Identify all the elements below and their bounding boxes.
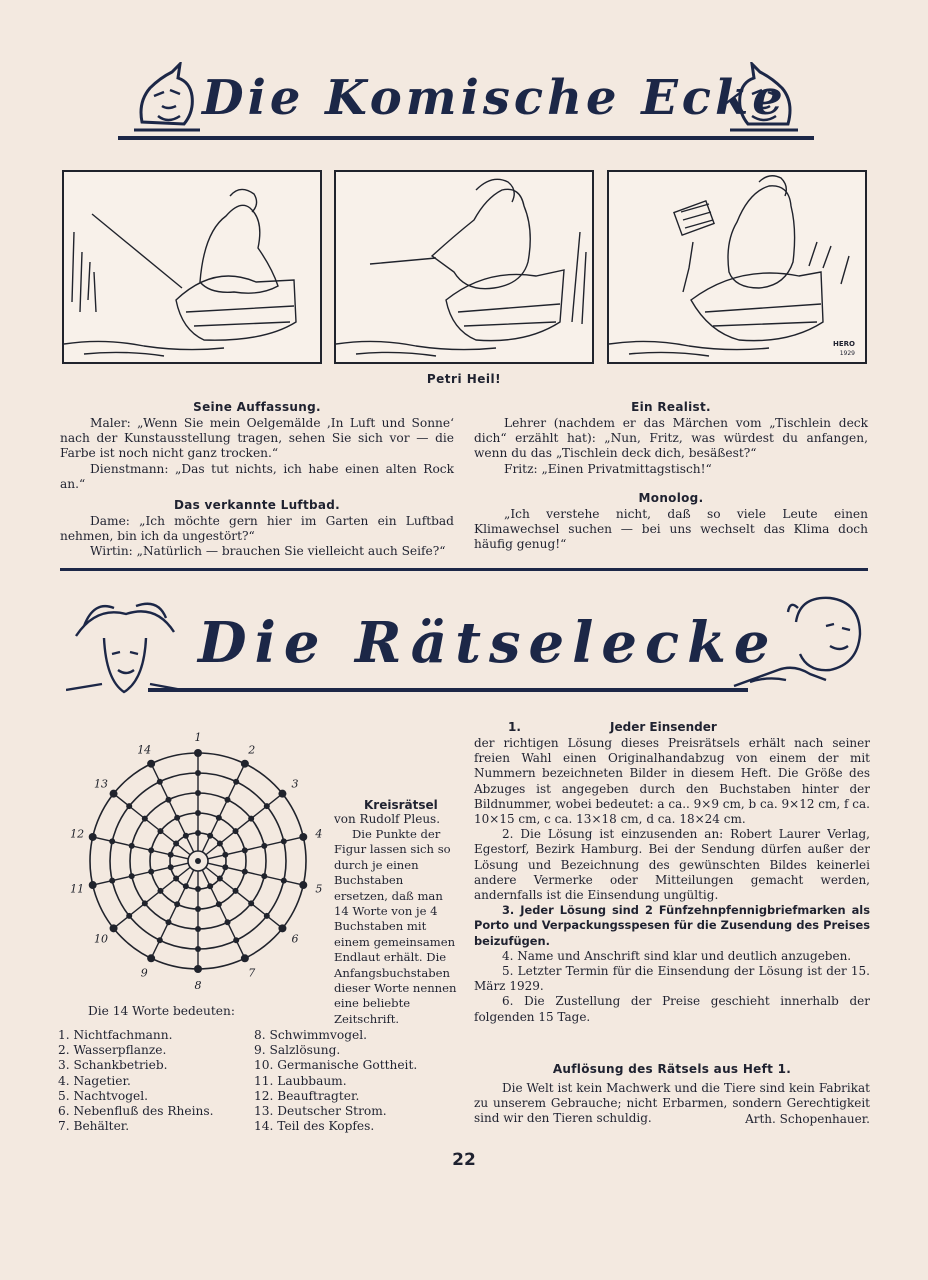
comic-panel-1 [62, 170, 322, 364]
wheel-point [225, 919, 231, 925]
list-item: 2. Wasserpflanze. [58, 1043, 167, 1058]
wheel-point [109, 878, 115, 884]
joke-title: Ein Realist. [631, 400, 711, 414]
wheel-number-label: 2 [248, 743, 256, 757]
joke-line: Dame: „Ich möchte gern hier im Garten ein Luftbad nehmen, bin ich da ungestört?“ [60, 514, 454, 544]
solution-block [474, 1062, 870, 1127]
rule-number: 1. [508, 720, 521, 734]
wheel-point [242, 869, 248, 875]
joke-line: Dienstmann: „Das tut nichts, ich habe einen alten Rock an.“ [60, 461, 454, 491]
list-item: 9. Salzlösung. [254, 1043, 341, 1058]
wheel-number-label: 6 [291, 932, 299, 946]
wheel-point [217, 841, 223, 847]
wheel-point [207, 833, 213, 839]
contest-rules [474, 720, 870, 1025]
wheel-point [168, 852, 174, 858]
joke-line: Lehrer (nachdem er das Märchen vom „Tischlein deck dich“ erzählt hat): „Nun, Fritz, was würdest du anfangen, wenn du das „Tischlein deck dich, besäßest?“ [474, 416, 868, 461]
wheel-number-label: 13 [94, 777, 109, 791]
wheel-point [142, 900, 148, 906]
wheel-number-label: 7 [248, 966, 256, 980]
wheel-point [126, 803, 132, 809]
wheel-point [195, 830, 201, 836]
jokes-left-column [60, 400, 454, 560]
list-item: 13. Deutscher Strom. [254, 1104, 387, 1119]
wheel-point [195, 810, 201, 816]
rule-heading: Jeder Einsender [610, 720, 717, 734]
wheel-point [174, 815, 180, 821]
wheel-center-point [195, 858, 201, 864]
list-item: 8. Schwimmvogel. [254, 1028, 367, 1042]
devil-face-right-icon [728, 62, 800, 136]
words-list-left [58, 1028, 258, 1134]
wheel-point [261, 873, 267, 879]
wheel-point [174, 901, 180, 907]
circle-puzzle-figure [60, 728, 340, 998]
wheel-point [233, 937, 239, 943]
wheel-point [165, 797, 171, 803]
wheel-point [261, 843, 267, 849]
comic-corner-header [118, 58, 814, 144]
artist-signature: HERO [833, 340, 855, 348]
fisherman-drawing-1 [64, 172, 320, 362]
wheel-point [195, 770, 201, 776]
wheel-point [109, 838, 115, 844]
section-divider [60, 568, 868, 571]
wheel-outer-point [110, 924, 118, 932]
wheel-point [207, 883, 213, 889]
joke-title: Seine Auffassung. [193, 400, 321, 414]
puzzle-author: von Rudolf Pleus. [334, 812, 441, 826]
puzzle-corner-title: Die Rätselecke [198, 610, 778, 676]
joke-line: Wirtin: „Natürlich — brauchen Sie vielleicht auch Seife?“ [90, 544, 446, 559]
rule-paragraph-4: 4. Name und Anschrift sind klar und deutlich anzugeben. [502, 948, 852, 963]
artist-signature-year: 1929 [839, 350, 855, 357]
wheel-point [148, 847, 154, 853]
wheel-point [126, 913, 132, 919]
wheel-outer-point [89, 833, 97, 841]
wheel-point [157, 779, 163, 785]
wheel-number-label: 8 [194, 979, 202, 992]
wheel-point [157, 888, 163, 894]
list-item: 3. Schankbetrieb. [58, 1058, 168, 1073]
wheel-point [165, 919, 171, 925]
list-item: 4. Nagetier. [58, 1073, 131, 1088]
wheel-outer-point [110, 790, 118, 798]
comic-panel-2 [334, 170, 594, 364]
puzzle-corner-header [62, 590, 870, 700]
wheel-number-label: 4 [315, 827, 323, 841]
joke-line: Fritz: „Einen Privatmittagstisch!“ [504, 461, 712, 476]
devil-face-left-icon [132, 62, 202, 136]
rule-paragraph-3: 3. Jeder Lösung sind 2 Fünfzehnpfennigbriefmarken als Porto und Verpackungsspesen für die Zusendung des Preises beizufügen. [474, 903, 870, 948]
wheel-point [129, 843, 135, 849]
wheel-outer-point [299, 833, 307, 841]
wheel-point [183, 883, 189, 889]
fisherman-drawing-3 [609, 172, 865, 362]
puzzle-desc: Die Punkte der Figur lassen sich so durch je einen Buchstaben ersetzen, daß man 14 Worte von je 4 Buchstaben mit einem gemeinsamen Endlaut erhält. Die Anfangsbuchstaben dieser Worte nennen eine beliebte Zeitschrift. [334, 827, 457, 1026]
words-list-right [254, 1028, 464, 1134]
wheel-point [264, 803, 270, 809]
joke-line: „Ich verstehe nicht, daß so viele Leute einen Klimawechsel suchen — bei uns wechselt das Klima doch häufig genug!“ [474, 506, 868, 552]
wheel-point [168, 864, 174, 870]
puzzle-description [334, 798, 458, 1027]
wheel-point [281, 838, 287, 844]
header-underline [148, 688, 748, 692]
wild-hair-face-icon [66, 596, 182, 696]
solution-text: Die Welt ist kein Machwerk und die Tiere sind kein Fabrikat zu unserem Gebrauche; nicht Erbarmen, sondern Gerechtigkeit sind wir den Tieren schuldig. [474, 1081, 870, 1126]
joke-title: Das verkannte Luftbad. [173, 498, 341, 513]
wheel-point [216, 815, 222, 821]
wheel-point [148, 869, 154, 875]
wheel-point [225, 797, 231, 803]
wheel-outer-point [194, 965, 202, 973]
joke-line: Maler: „Wenn Sie mein Oelgemälde ‚In Luft und Sonne‘ nach der Kunstausstellung tragen, sehen Sie sich vor — die Farbe ist noch nicht ganz trocken.“ [60, 416, 454, 461]
wheel-point [195, 926, 201, 932]
wheel-number-label: 9 [140, 966, 148, 980]
wheel-point [173, 875, 179, 881]
wheel-point [183, 833, 189, 839]
wheel-point [233, 888, 239, 894]
wheel-point [242, 847, 248, 853]
comic-panel-3 [607, 170, 867, 364]
wheel-outer-point [278, 790, 286, 798]
list-item: 6. Nebenfluß des Rheins. [58, 1104, 214, 1119]
wheel-point [157, 828, 163, 834]
wheel-point [195, 790, 201, 796]
wheel-number-label: 11 [70, 882, 85, 896]
solution-heading: Auflösung des Rätsels aus Heft 1. [552, 1062, 792, 1076]
wheel-number-label: 12 [70, 827, 85, 841]
wheel-number-label: 14 [137, 743, 152, 757]
wheel-point [195, 886, 201, 892]
list-item: 1. Nichtfachmann. [58, 1028, 173, 1042]
wheel-point [195, 946, 201, 952]
list-item: 14. Teil des Kopfes. [254, 1119, 375, 1134]
wheel-point [248, 900, 254, 906]
wheel-outer-point [241, 760, 249, 768]
wheel-point [142, 816, 148, 822]
jokes-right-column [474, 400, 868, 552]
solution-author: Arth. Schopenhauer. [745, 1112, 870, 1126]
list-item: 11. Laubbaum. [254, 1073, 347, 1088]
rule-paragraph-1: der richtigen Lösung dieses Preisrätsels erhält nach seiner freien Wahl einen Originalhandabzug von einem der mit Nummern bezeichneten Bilder in diesem Heft. Die Größe des Abzuges ist angegeben durch den Buchstaben hinter der Bildnummer, wobei bedeutet: a ca.. 9×9 cm, b ca. 9×12 cm, f ca. 10×15 cm, c ca. 13×18 cm, d ca. 18×24 cm. [474, 736, 870, 827]
wheel-point [222, 852, 228, 858]
wheel-point [233, 828, 239, 834]
circle-puzzle-wheel [60, 728, 340, 998]
wheel-outer-point [147, 760, 155, 768]
wheel-outer-point [299, 881, 307, 889]
bald-head-face-icon [730, 590, 870, 694]
wheel-outer-point [147, 954, 155, 962]
wheel-point [157, 937, 163, 943]
joke-title: Monolog. [638, 490, 704, 505]
comic-caption: Petri Heil! [426, 372, 502, 386]
rule-paragraph-2: 2. Die Lösung ist einzusenden an: Robert Laurer Verlag, Egestorf, Bezirk Hamburg. Bei der Sendung dürfen außer der Lösung und Bezeichnung des gewünschten Bildes keinerlei andere Vermerke oder Mitteilungen gemacht werden, andernfalls ist die Einsendung ungültig. [474, 827, 870, 903]
rule-paragraph-5: 5. Letzter Termin für die Einsendung der Lösung ist der 15. März 1929. [474, 964, 870, 994]
wheel-outer-point [194, 749, 202, 757]
wheel-outer-point [89, 881, 97, 889]
wheel-number-label: 1 [194, 731, 202, 744]
header-underline [118, 136, 814, 140]
puzzle-title: Kreisrätsel [364, 798, 438, 812]
wheel-point [264, 913, 270, 919]
wheel-point [222, 864, 228, 870]
list-item: 7. Behälter. [58, 1119, 130, 1134]
words-intro: Die 14 Worte bedeuten: [88, 1004, 235, 1018]
wheel-point [173, 841, 179, 847]
wheel-point [217, 875, 223, 881]
wheel-point [233, 779, 239, 785]
wheel-number-label: 3 [291, 777, 299, 791]
wheel-outer-point [278, 924, 286, 932]
rule-paragraph-6: 6. Die Zustellung der Preise geschieht innerhalb der folgenden 15 Tage. [474, 994, 870, 1024]
comic-corner-title: Die Komische Ecke [202, 70, 787, 126]
fisherman-drawing-2 [336, 172, 592, 362]
list-item: 12. Beauftragter. [254, 1088, 360, 1103]
wheel-outer-point [241, 954, 249, 962]
list-item: 10. Germanische Gottheit. [254, 1058, 418, 1073]
wheel-point [195, 906, 201, 912]
list-item: 5. Nachtvogel. [58, 1088, 149, 1103]
wheel-number-label: 10 [94, 932, 109, 946]
wheel-point [216, 901, 222, 907]
wheel-number-label: 5 [315, 882, 323, 896]
wheel-point [281, 878, 287, 884]
wheel-point [129, 873, 135, 879]
wheel-point [248, 816, 254, 822]
page-number: 22 [452, 1150, 476, 1170]
